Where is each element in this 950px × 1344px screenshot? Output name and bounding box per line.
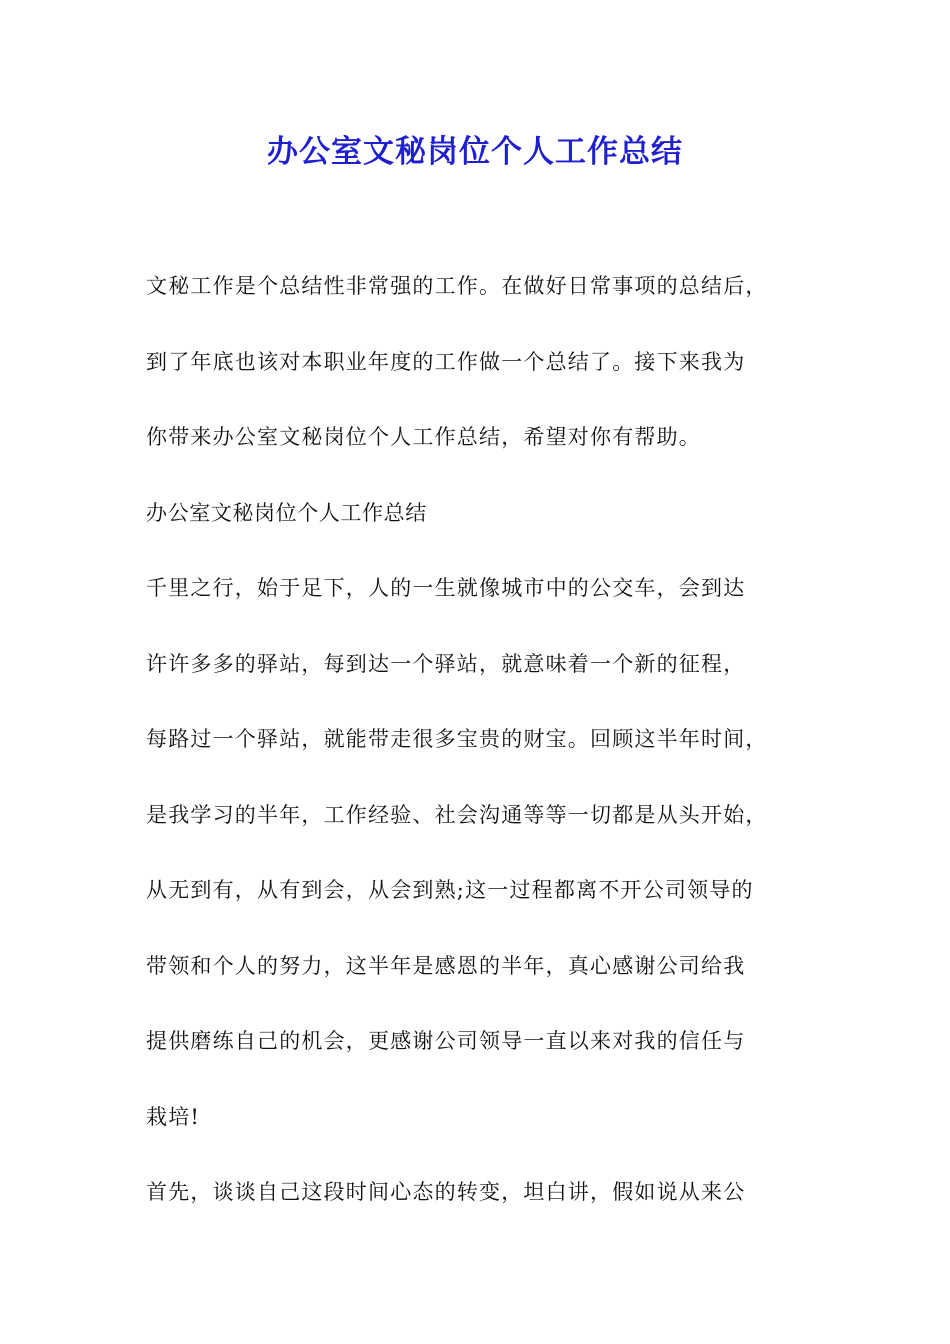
- text-line: 带领和个人的努力，这半年是感恩的半年，真心感谢公司给我: [146, 953, 746, 978]
- text-line: 栽培!: [146, 1104, 201, 1129]
- text-line: 千里之行，始于足下，人的一生就像城市中的公交车，会到达: [146, 576, 746, 600]
- document-body: [146, 262, 836, 1244]
- document-title: 办公室文秘岗位个人工作总结: [267, 134, 683, 170]
- text-line: 文秘工作是个总结性非常强的工作。在做好日常事项的总结后，: [146, 274, 768, 298]
- text-line: 每路过一个驿站，就能带走很多宝贵的财宝。回顾这半年时间，: [146, 727, 768, 751]
- text-line: 首先，谈谈自己这段时间心态的转变，坦白讲，假如说从来公: [146, 1180, 746, 1204]
- text-line: 你带来办公室文秘岗位个人工作总结，希望对你有帮助。: [146, 425, 701, 449]
- text-line: 从无到有，从有到会，从会到熟;这一过程都离不开公司领导的: [146, 878, 754, 902]
- text-line: 是我学习的半年，工作经验、社会沟通等等一切都是从头开始，: [146, 802, 768, 827]
- section-heading: 办公室文秘岗位个人工作总结: [146, 500, 427, 525]
- text-line: 提供磨练自己的机会，更感谢公司领导一直以来对我的信任与: [146, 1029, 746, 1053]
- text-line: 许许多多的驿站，每到达一个驿站，就意味着一个新的征程，: [146, 651, 746, 676]
- text-line: 到了年底也该对本职业年度的工作做一个总结了。接下来我为: [146, 349, 746, 374]
